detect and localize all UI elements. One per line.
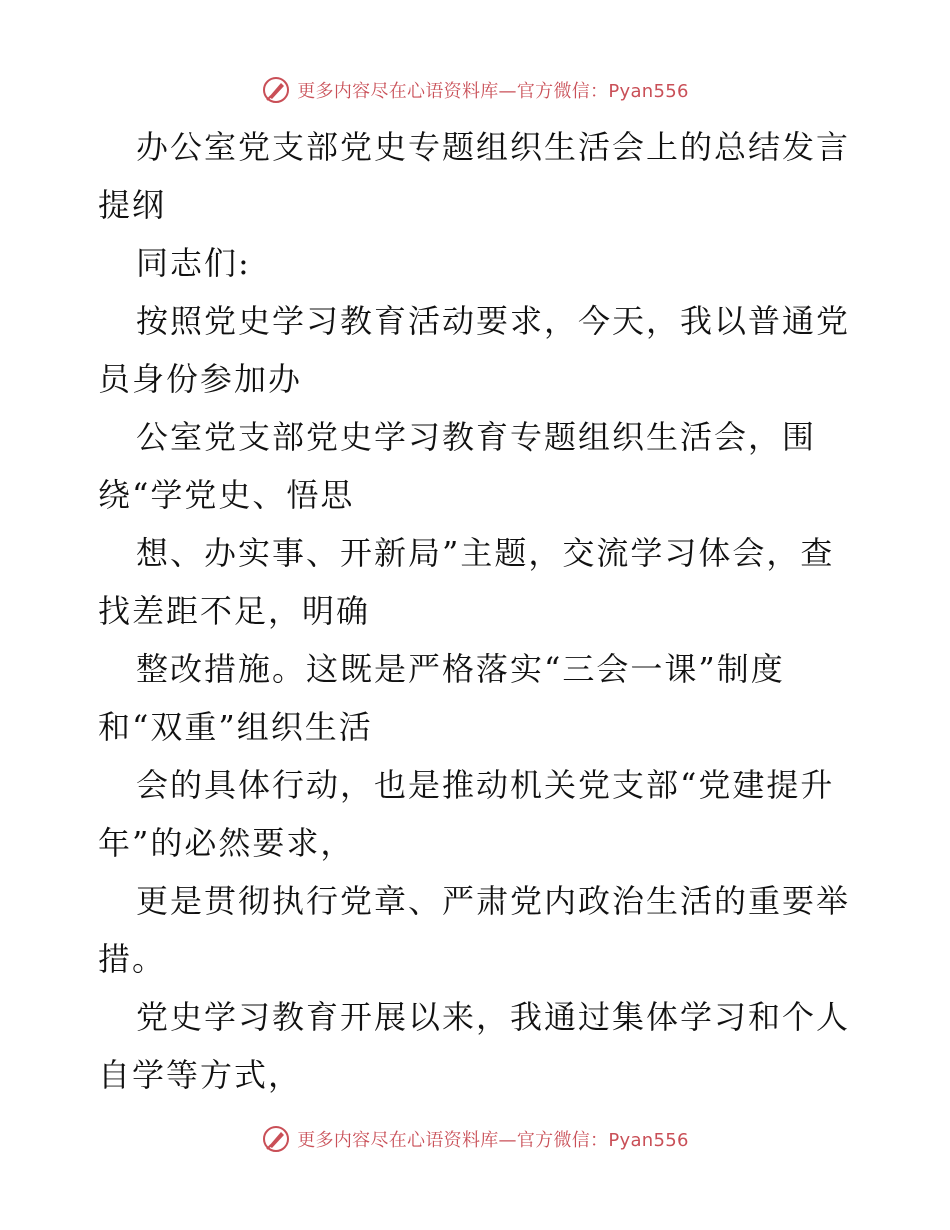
salutation: 同志们: — [136, 244, 251, 282]
document-title-line-2: 提纲 — [98, 186, 167, 224]
paragraph-line: 绕“学党史、悟思 — [98, 476, 355, 514]
paragraph-line: 会的具体行动，也是推动机关党支部“党建提升 — [136, 766, 835, 804]
document-title-line-1: 办公室党支部党史专题组织生活会上的总结发言 — [136, 128, 851, 166]
paragraph-line: 想、办实事、开新局”主题，交流学习体会，查 — [136, 534, 835, 572]
watermark-footer — [0, 1119, 950, 1159]
paragraph-line: 自学等方式， — [98, 1056, 303, 1094]
document-body — [98, 118, 858, 1104]
paragraph-line: 年”的必然要求， — [98, 824, 355, 862]
paragraph-line: 整改措施。这既是严格落实“三会一课”制度 — [136, 650, 785, 688]
watermark-text: 更多内容尽在心语资料库—官方微信：Pyan556 — [297, 81, 689, 102]
watermark-header — [0, 70, 950, 110]
paragraph-line: 公室党支部党史学习教育专题组织生活会，围 — [136, 418, 817, 456]
paragraph-line: 找差距不足，明确 — [98, 592, 371, 630]
watermark-text: 更多内容尽在心语资料库—官方微信：Pyan556 — [297, 1130, 689, 1151]
paragraph-line: 按照党史学习教育活动要求，今天，我以普通党 — [136, 302, 851, 340]
paragraph-line: 员身份参加办 — [98, 360, 303, 398]
feather-pen-logo-icon — [261, 1124, 291, 1154]
paragraph-line: 措。 — [98, 940, 167, 978]
paragraph-line: 和“双重”组织生活 — [98, 708, 373, 746]
paragraph-line: 更是贯彻执行党章、严肃党内政治生活的重要举 — [136, 882, 851, 920]
feather-pen-logo-icon — [261, 75, 291, 105]
paragraph-line: 党史学习教育开展以来，我通过集体学习和个人 — [136, 998, 851, 1036]
